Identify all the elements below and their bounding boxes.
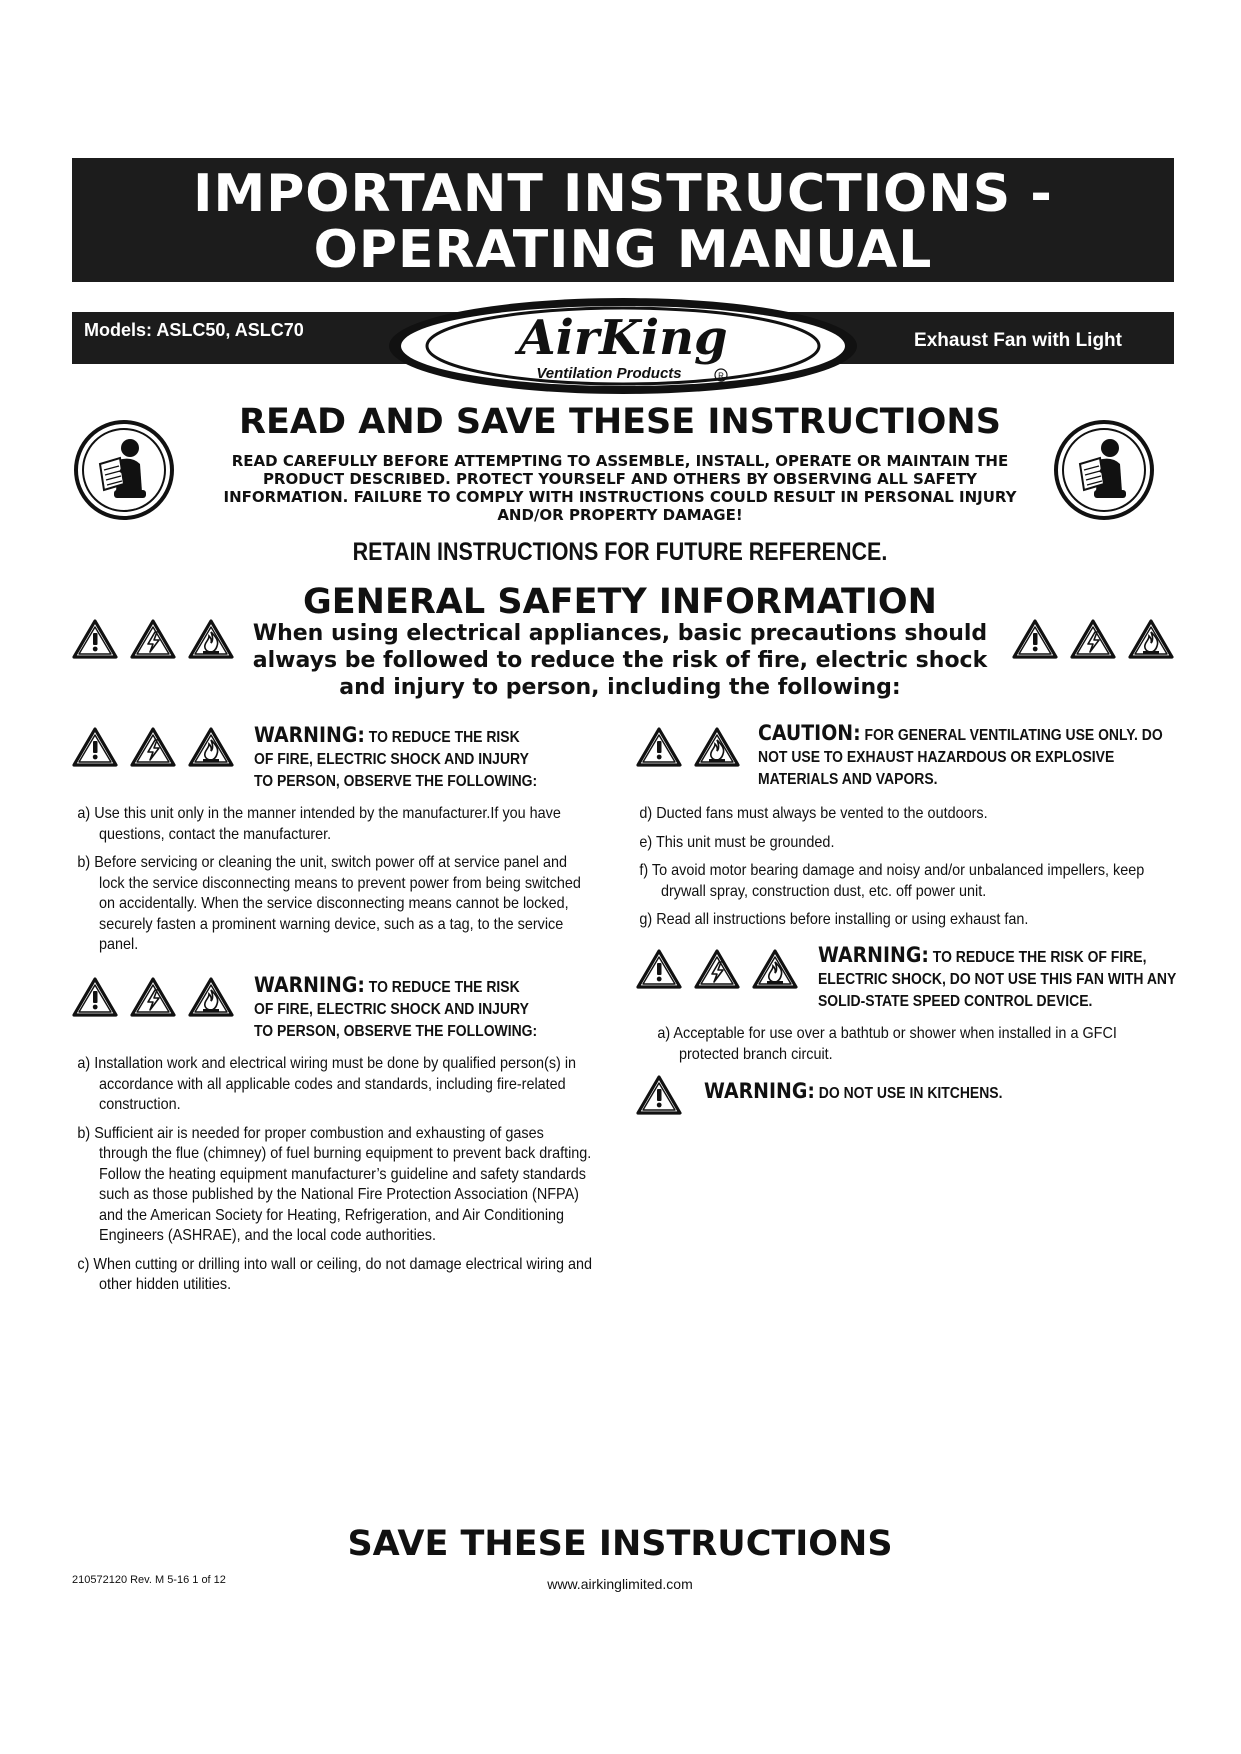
warning2-icons (72, 976, 234, 1018)
list-item: a) Acceptable for use over a bathtub or shower when installed in a GFCI protected branch circuit. (657, 1025, 1117, 1063)
list-item: e) This unit must be grounded. (639, 833, 835, 851)
warning3-text: TO REDUCE THE RISK OF FIRE, ELECTRIC SHOCK, DO NOT USE THIS FAN WITH ANY SOLID-STATE SPEED CONTROL DEVICE. (818, 949, 1177, 1010)
retain-instructions: RETAIN INSTRUCTIONS FOR FUTURE REFERENCE. (352, 538, 888, 566)
document-code: 210572120 Rev. M 5-16 1 of 12 (72, 1574, 226, 1586)
fire-hazard-icon (188, 976, 234, 1018)
caution-icons (636, 726, 740, 768)
read-carefully-text: READ CAREFULLY BEFORE ATTEMPTING TO ASSEMBLE, INSTALL, OPERATE OR MAINTAIN THE PRODUCT DESCRIBED. PROTECT YOURSELF AND OTHERS BY OBSERVING ALL SAFETY INFORMATION. FAILURE TO COMPLY WITH INSTRUCTIONS COULD RESULT IN PERSONAL INJURY AND/OR PROPERTY DAMAGE! (223, 452, 1017, 524)
caution-heading (758, 722, 1172, 791)
warning2-list (72, 1054, 592, 1304)
general-safety-heading: GENERAL SAFETY INFORMATION (303, 582, 937, 622)
reader-icon-left (72, 418, 176, 522)
fire-hazard-icon (694, 726, 740, 768)
warning-exclamation-icon (1012, 618, 1058, 660)
warning3-icons (636, 948, 798, 990)
general-safety-intro: When using electrical appliances, basic precautions should always be followed to reduce the risk of fire, electric shock and injury to person, including the following: (252, 621, 988, 700)
caution-list (634, 804, 1174, 939)
warning-exclamation-icon (72, 618, 118, 660)
warning1-keyword: WARNING: (254, 723, 365, 747)
product-type-label: Exhaust Fan with Light (914, 330, 1122, 351)
warning-exclamation-icon (72, 976, 118, 1018)
svg-text:R: R (718, 371, 724, 381)
warning1-icons (72, 726, 234, 768)
fire-hazard-icon (188, 618, 234, 660)
list-item: f) To avoid motor bearing damage and noisy and/or unbalanced impellers, keep drywall spray, construction dust, etc. off power unit. (639, 862, 1145, 900)
fire-hazard-icon (1128, 618, 1174, 660)
list-item: b) Sufficient air is needed for proper combustion and exhausting of gases through the flue (chimney) of fuel burning equipment to prevent back drafting. Follow the heating equipment manufacturer’s guideline and safety standards such as those published by the National Fire Protection Association (NFPA) and the American Society for Heating, Refrigeration, and Air Conditioning Engineers (ASHRAE), and the local code authorities. (77, 1124, 592, 1244)
models-label: Models: ASLC50, ASLC70 (84, 320, 304, 340)
warning2-heading (254, 974, 542, 1043)
warning4-heading (704, 1080, 1118, 1105)
hazard-icons-right (1012, 618, 1174, 660)
website-link[interactable]: www.airkinglimited.com (547, 1576, 693, 1592)
title-banner (72, 158, 1174, 282)
electric-shock-icon (1070, 618, 1116, 660)
warning2-keyword: WARNING: (254, 973, 365, 997)
warning-exclamation-icon (636, 726, 682, 768)
electric-shock-icon (130, 618, 176, 660)
fire-hazard-icon (752, 948, 798, 990)
airking-logo (383, 294, 863, 398)
title-line-2: OPERATING MANUAL (313, 220, 933, 280)
logo-wordmark: AirKing (518, 310, 728, 366)
warning1-text: TO REDUCE THE RISK OF FIRE, ELECTRIC SHOCK AND INJURY TO PERSON, OBSERVE THE FOLLOWING: (254, 729, 538, 790)
warning4-keyword: WARNING: (704, 1079, 815, 1103)
electric-shock-icon (130, 976, 176, 1018)
list-item: b) Before servicing or cleaning the unit, switch power off at service panel and lock the service disconnecting means to prevent power from being switched on accidentally. When the service disconnecting means cannot be locked, securely fasten a prominent warning device, such as a tag, to the service panel. (77, 854, 581, 953)
logo-subtext: Ventilation Products (536, 365, 682, 382)
warning-exclamation-icon (636, 948, 682, 990)
fire-hazard-icon (188, 726, 234, 768)
warning1-list (72, 804, 592, 964)
list-item: g) Read all instructions before installing or using exhaust fan. (639, 911, 1029, 928)
warning1-heading (254, 724, 542, 793)
warning3-keyword: WARNING: (818, 943, 929, 967)
title-line-1: IMPORTANT INSTRUCTIONS - (193, 164, 1053, 224)
hazard-icons-left (72, 618, 234, 660)
save-instructions-heading: SAVE THESE INSTRUCTIONS (347, 1524, 893, 1564)
list-item: d) Ducted fans must always be vented to the outdoors. (639, 805, 988, 822)
warning3-list (652, 1024, 1174, 1073)
caution-text: FOR GENERAL VENTILATING USE ONLY. DO NOT USE TO EXHAUST HAZARDOUS OR EXPLOSIVE MATERIALS AND VAPORS. (758, 727, 1163, 788)
list-item: a) Installation work and electrical wiring must be done by qualified person(s) in accordance with all applicable codes and standards, including fire-related construction. (77, 1055, 577, 1113)
read-save-heading: READ AND SAVE THESE INSTRUCTIONS (239, 402, 1001, 442)
warning2-text: TO REDUCE THE RISK OF FIRE, ELECTRIC SHOCK AND INJURY TO PERSON, OBSERVE THE FOLLOWING: (254, 979, 538, 1040)
caution-keyword: CAUTION: (758, 721, 861, 745)
reader-icon-right (1052, 418, 1156, 522)
electric-shock-icon (694, 948, 740, 990)
warning4-text: DO NOT USE IN KITCHENS. (818, 1085, 1003, 1102)
warning3-heading (818, 944, 1178, 1013)
list-item: c) When cutting or drilling into wall or ceiling, do not damage electrical wiring and other hidden utilities. (77, 1255, 593, 1293)
warning-exclamation-icon (636, 1074, 682, 1116)
warning-exclamation-icon (72, 726, 118, 768)
warning4-icons (636, 1074, 682, 1116)
list-item: a) Use this unit only in the manner intended by the manufacturer.If you have questions, contact the manufacturer. (77, 805, 561, 843)
electric-shock-icon (130, 726, 176, 768)
